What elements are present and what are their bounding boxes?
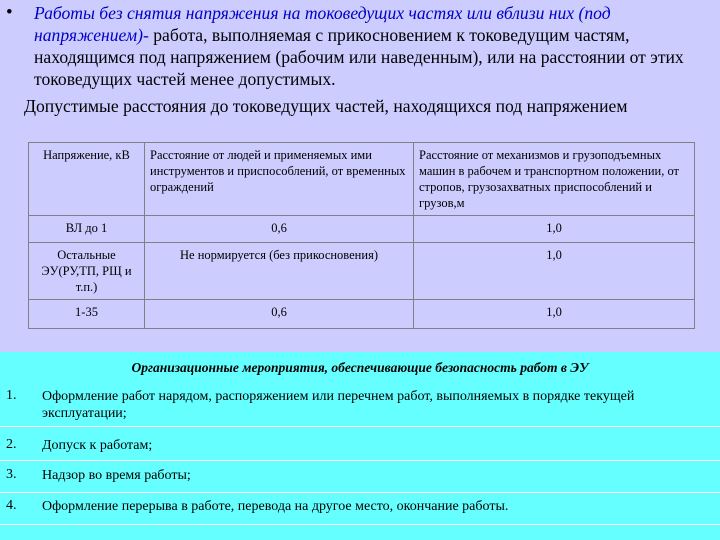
list-divider (0, 524, 720, 525)
org-measures-title: Организационные мероприятия, обеспечивающие безопасность работ в ЭУ (131, 360, 589, 375)
header-people-distance: Расстояние от людей и применяемых ими инструментов и приспособлений, от временных ограждений (145, 143, 414, 216)
header-machine-distance: Расстояние от механизмов и грузоподъемных машин в рабочем и транспортном положении, от стропов, грузозахватных приспособлений и грузов,м (414, 143, 695, 216)
cell-voltage: 1-35 (29, 300, 145, 329)
cell-machine-distance: 1,0 (414, 300, 695, 329)
list-item-number: 2. (6, 437, 17, 452)
list-item-number: 4. (6, 498, 17, 513)
cell-voltage: ВЛ до 1 (29, 216, 145, 243)
table-subtitle: Допустимые расстояния до токоведущих частей, находящихся под напряжением (24, 96, 628, 116)
cell-machine-distance: 1,0 (414, 243, 695, 300)
intro-text: работа, выполняемая с прикосновением к токоведущим частям, находящимся под напряжением (рабочим или наведенным), или на расстоянии от этих токоведущих частей менее допустимых. (34, 25, 684, 89)
list-item-text: Оформление перерыва в работе, перевода на другое место, окончание работы. (42, 499, 509, 514)
table-row (29, 216, 695, 243)
cell-people-distance: Не нормируется (без прикосновения) (145, 243, 414, 300)
table-row (29, 300, 695, 329)
list-divider (0, 492, 720, 493)
list-item-text: Оформление работ нарядом, распоряжением или перечнем работ, выполняемых в порядке текущей эксплуатации; (42, 389, 635, 421)
cell-people-distance: 0,6 (145, 300, 414, 329)
distance-table (28, 142, 695, 329)
list-divider (0, 426, 720, 427)
list-item-number: 3. (6, 467, 17, 482)
list-item-number: 1. (6, 388, 17, 403)
cell-voltage: Остальные ЭУ(РУ,ТП, РЩ и т.п.) (29, 243, 145, 300)
intro-emphasis: Работы без снятия напряжения на токоведущих частях или вблизи них (под напряжением)- (34, 3, 611, 45)
cell-people-distance: 0,6 (145, 216, 414, 243)
cell-machine-distance: 1,0 (414, 216, 695, 243)
list-divider (0, 460, 720, 461)
list-item-text: Допуск к работам; (42, 438, 153, 453)
list-item-text: Надзор во время работы; (42, 468, 191, 483)
header-voltage: Напряжение, кВ (29, 143, 145, 216)
table-row (29, 243, 695, 300)
bullet-icon: • (6, 2, 13, 23)
table-header-row (29, 143, 695, 216)
